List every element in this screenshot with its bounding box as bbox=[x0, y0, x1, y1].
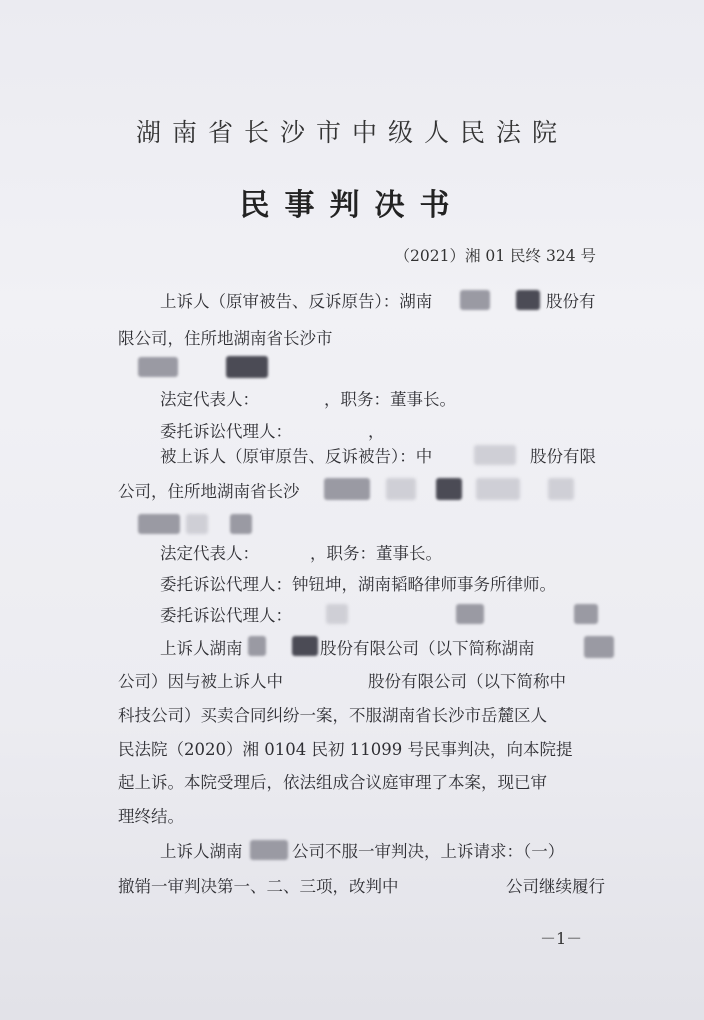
appellant-agent-name: ， bbox=[368, 422, 385, 441]
appeal-paragraph-line: 上诉人湖南 bbox=[160, 842, 243, 861]
appellee-legal-rep-title: ，职务：董事长。 bbox=[310, 544, 442, 563]
redaction-mark bbox=[324, 478, 370, 500]
case-paragraph-line: 股份有限公司（以下简称湖南 bbox=[320, 639, 535, 658]
appellee-address: 公司，住所地湖南省长沙 bbox=[118, 482, 300, 501]
appellant-line: 上诉人（原审被告、反诉原告）：湖南 bbox=[160, 292, 433, 311]
appellant-legal-rep-title: ，职务：董事长。 bbox=[324, 390, 456, 409]
redaction-mark bbox=[230, 514, 252, 534]
case-number: （2021）湘 01 民终 324 号 bbox=[394, 247, 596, 265]
case-paragraph-line: 上诉人湖南 bbox=[160, 639, 243, 658]
redaction-mark bbox=[138, 514, 180, 534]
redaction-mark bbox=[138, 357, 178, 377]
appellee-line: 被上诉人（原审原告、反诉被告）：中 bbox=[160, 447, 433, 466]
redaction-mark bbox=[248, 636, 266, 656]
redaction-mark bbox=[474, 445, 516, 465]
appellant-address: 限公司，住所地湖南省长沙市 bbox=[118, 329, 333, 348]
redaction-mark bbox=[476, 478, 520, 500]
redaction-mark bbox=[460, 290, 490, 310]
redaction-mark bbox=[456, 604, 484, 624]
appellee-agent-2-label: 委托诉讼代理人： bbox=[160, 606, 292, 625]
case-paragraph-line: 科技公司）买卖合同纠纷一案，不服湖南省长沙市岳麓区人 bbox=[118, 706, 547, 725]
appellee-line-end: 股份有限 bbox=[530, 447, 596, 466]
court-name: 湖南省长沙市中级人民法院 bbox=[135, 118, 568, 147]
redaction-mark bbox=[226, 356, 268, 378]
redaction-mark bbox=[250, 840, 288, 860]
case-paragraph-line: 股份有限公司（以下简称中 bbox=[368, 672, 566, 691]
redaction-mark bbox=[574, 604, 598, 624]
appellant-agent-label: 委托诉讼代理人： bbox=[160, 422, 292, 441]
appellee-legal-rep-label: 法定代表人： bbox=[160, 544, 259, 563]
case-paragraph-line: 起上诉。本院受理后，依法组成合议庭审理了本案，现已审 bbox=[118, 773, 547, 792]
redaction-mark bbox=[186, 514, 208, 534]
redaction-mark bbox=[292, 636, 318, 656]
redaction-mark bbox=[548, 478, 574, 500]
appellant-line-end: 股份有 bbox=[546, 292, 596, 311]
redaction-mark bbox=[516, 290, 540, 310]
appellant-legal-rep-label: 法定代表人： bbox=[160, 390, 259, 409]
appeal-paragraph-line: 公司继续履行 bbox=[506, 877, 605, 896]
redaction-mark bbox=[436, 478, 462, 500]
redaction-mark bbox=[584, 636, 614, 658]
appeal-paragraph-line: 撤销一审判决第一、二、三项，改判中 bbox=[118, 877, 399, 896]
appeal-paragraph-line: 公司不服一审判决，上诉请求：（一） bbox=[292, 842, 565, 861]
case-paragraph-line: 理终结。 bbox=[118, 807, 184, 826]
redaction-mark bbox=[386, 478, 416, 500]
redaction-mark bbox=[326, 604, 348, 624]
document-title: 民事判决书 bbox=[239, 188, 465, 223]
case-paragraph-line: 公司）因与被上诉人中 bbox=[118, 672, 283, 691]
appellee-agent-1: 委托诉讼代理人：钟钮坤，湖南韬略律师事务所律师。 bbox=[160, 575, 556, 594]
case-paragraph-line: 民法院（2020）湘 0104 民初 11099 号民事判决，向本院提 bbox=[118, 740, 573, 759]
page-number: －1－ bbox=[540, 929, 583, 948]
